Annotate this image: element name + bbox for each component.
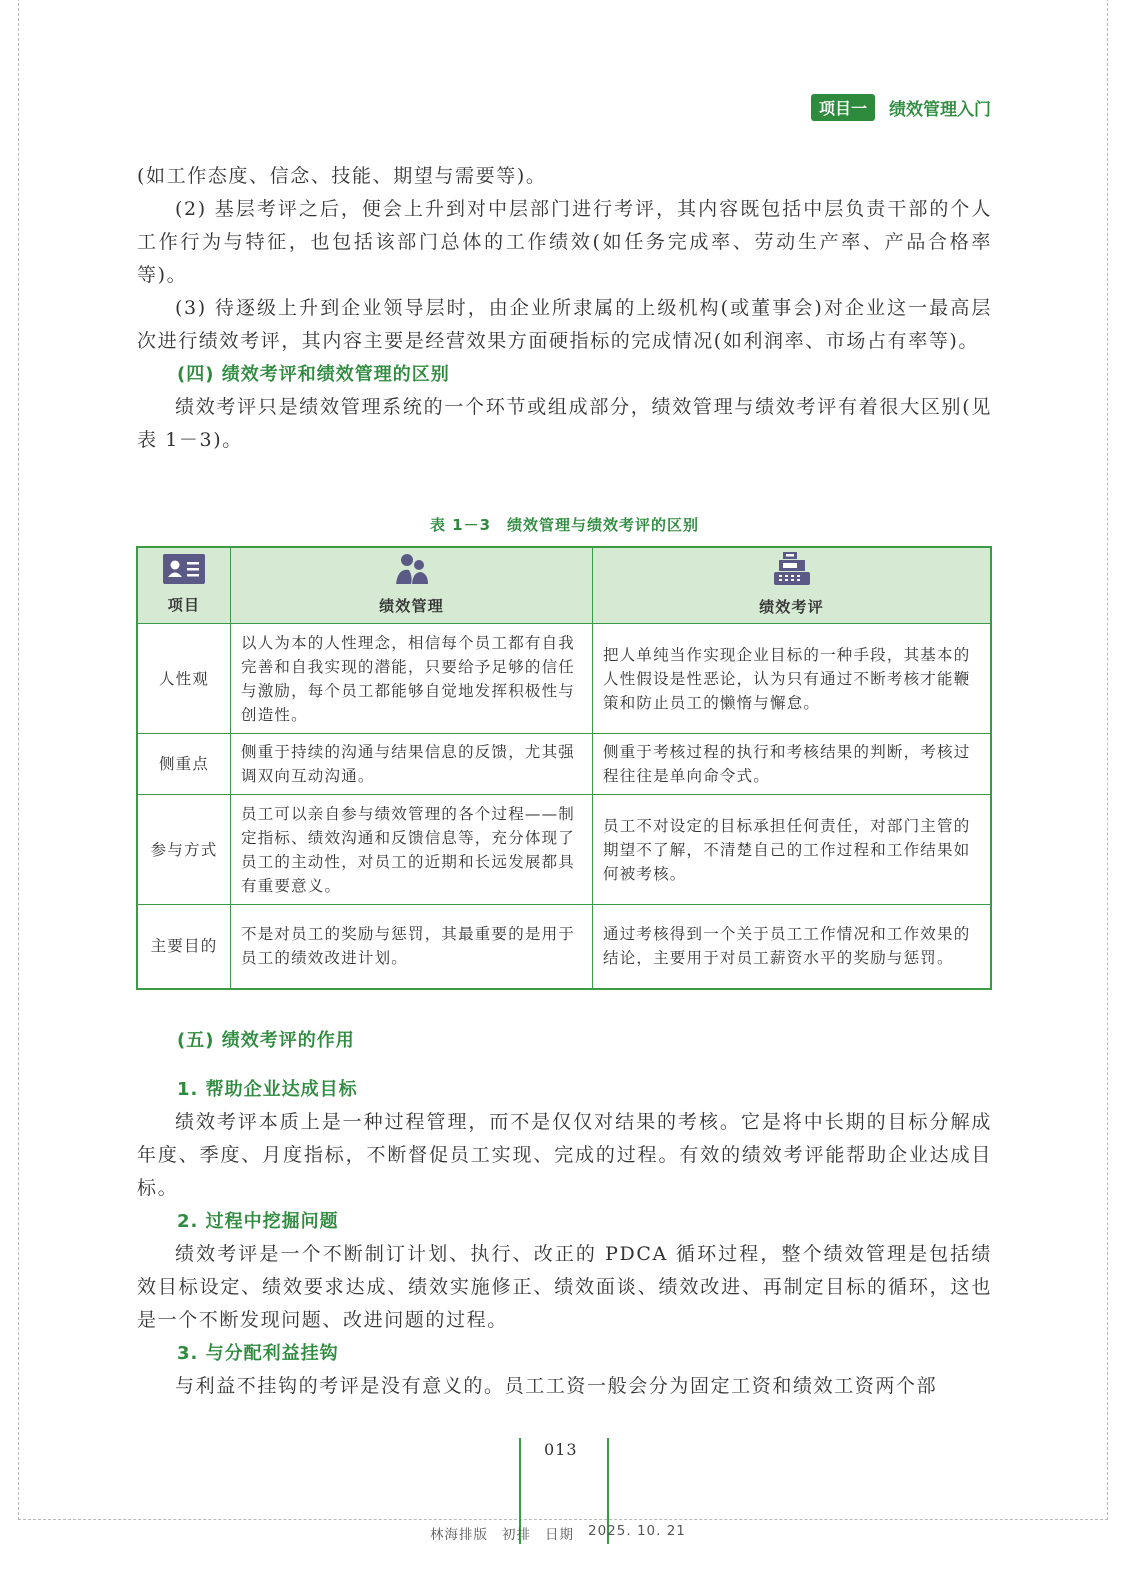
row-label: 参与方式 [137, 795, 231, 905]
id-card-icon [163, 554, 205, 591]
header-cell-management [231, 547, 593, 624]
typesetter: 林海排版 [430, 1527, 488, 1543]
table-row [137, 624, 991, 734]
management-cell: 侧重于持续的沟通与结果信息的反馈，尤其强调双向互动沟通。 [231, 734, 593, 795]
print-footer [430, 1523, 686, 1543]
paragraph: (3) 待逐级上升到企业领导层时，由企业所隶属的上级机构(或董事会)对企业这一最高层次进行绩效考评，其内容主要是经营效果方面硬指标的完成情况(如利润率、市场占有率等)。 [137, 297, 992, 352]
management-cell: 员工可以亲自参与绩效管理的各个过程——制定指标、绩效沟通和反馈信息等，充分体现了员工的主动性，对员工的近期和长远发展都具有重要意义。 [231, 795, 593, 905]
body-top [137, 160, 992, 457]
table-row [137, 905, 991, 989]
running-header [811, 94, 991, 121]
subsection-heading: 3. 与分配利益挂钩 [177, 1343, 339, 1364]
date-label: 日期 [545, 1527, 574, 1543]
evaluation-cell: 员工不对设定的目标承担任何责任，对部门主管的期望不了解，不清楚自己的工作过程和工作结果如何被考核。 [593, 795, 992, 905]
page-number: 013 [544, 1440, 578, 1459]
management-cell: 以人为本的人性理念，相信每个员工都有自我完善和自我实现的潜能，只要给予足够的信任与激励，每个员工都能够自觉地发挥积极性与创造性。 [231, 624, 593, 734]
chapter-badge: 项目一 [811, 94, 875, 121]
header-cell-evaluation [593, 547, 992, 624]
header-label: 绩效管理 [379, 597, 444, 615]
table-row [137, 734, 991, 795]
paragraph: (如工作态度、信念、技能、期望与需要等)。 [137, 165, 547, 187]
header-label: 项目 [167, 596, 201, 614]
row-label: 主要目的 [137, 905, 231, 989]
paragraph: 绩效考评只是绩效管理系统的一个环节或组成部分，绩效管理与绩效考评有着很大区别(见表 1－3)。 [137, 396, 992, 451]
evaluation-cell: 通过考核得到一个关于员工工作情况和工作效果的结论，主要用于对员工薪资水平的奖励与惩罚。 [593, 905, 992, 989]
paragraph: 绩效考评本质上是一种过程管理，而不是仅仅对结果的考核。它是将中长期的目标分解成年度、季度、月度指标，不断督促员工实现、完成的过程。有效的绩效考评能帮助企业达成目标。 [137, 1111, 992, 1199]
header-label: 绩效考评 [759, 598, 824, 616]
table-row [137, 795, 991, 905]
table-caption: 表 1－3 绩效管理与绩效考评的区别 [429, 516, 700, 534]
paragraph: (2) 基层考评之后，便会上升到对中层部门进行考评，其内容既包括中层负责干部的个人工作行为与特征，也包括该部门总体的工作绩效(如任务完成率、劳动生产率、产品合格率等)。 [137, 198, 992, 286]
header-cell-item [137, 547, 231, 624]
body-bottom [137, 1024, 992, 1403]
table-header-row [137, 547, 991, 624]
cash-register-icon [773, 552, 811, 593]
subsection-heading: 1. 帮助企业达成目标 [177, 1079, 358, 1100]
people-icon [395, 553, 429, 592]
chapter-title: 绩效管理入门 [889, 100, 991, 120]
paragraph: 绩效考评是一个不断制订计划、执行、改正的 PDCA 循环过程，整个绩效管理是包括绩效目标设定、绩效要求达成、绩效实施修正、绩效面谈、绩效改进、再制定目标的循环，这也是一个不断发现问题、改进问题的过程。 [137, 1243, 992, 1331]
row-label: 侧重点 [137, 734, 231, 795]
comparison-table [136, 546, 992, 990]
section-heading: (五) 绩效考评的作用 [177, 1030, 355, 1051]
stage: 初排 [502, 1527, 531, 1543]
date: 2025. 10. 21 [588, 1523, 686, 1539]
evaluation-cell: 把人单纯当作实现企业目标的一种手段，其基本的人性假设是性恶论，认为只有通过不断考核才能鞭策和防止员工的懒惰与懈怠。 [593, 624, 992, 734]
evaluation-cell: 侧重于考核过程的执行和考核结果的判断，考核过程往往是单向命令式。 [593, 734, 992, 795]
row-label: 人性观 [137, 624, 231, 734]
subsection-heading: 2. 过程中挖掘问题 [177, 1211, 339, 1232]
paragraph: 与利益不挂钩的考评是没有意义的。员工工资一般会分为固定工资和绩效工资两个部 [175, 1375, 938, 1397]
management-cell: 不是对员工的奖励与惩罚，其最重要的是用于员工的绩效改进计划。 [231, 905, 593, 989]
section-heading: (四) 绩效考评和绩效管理的区别 [177, 364, 450, 385]
